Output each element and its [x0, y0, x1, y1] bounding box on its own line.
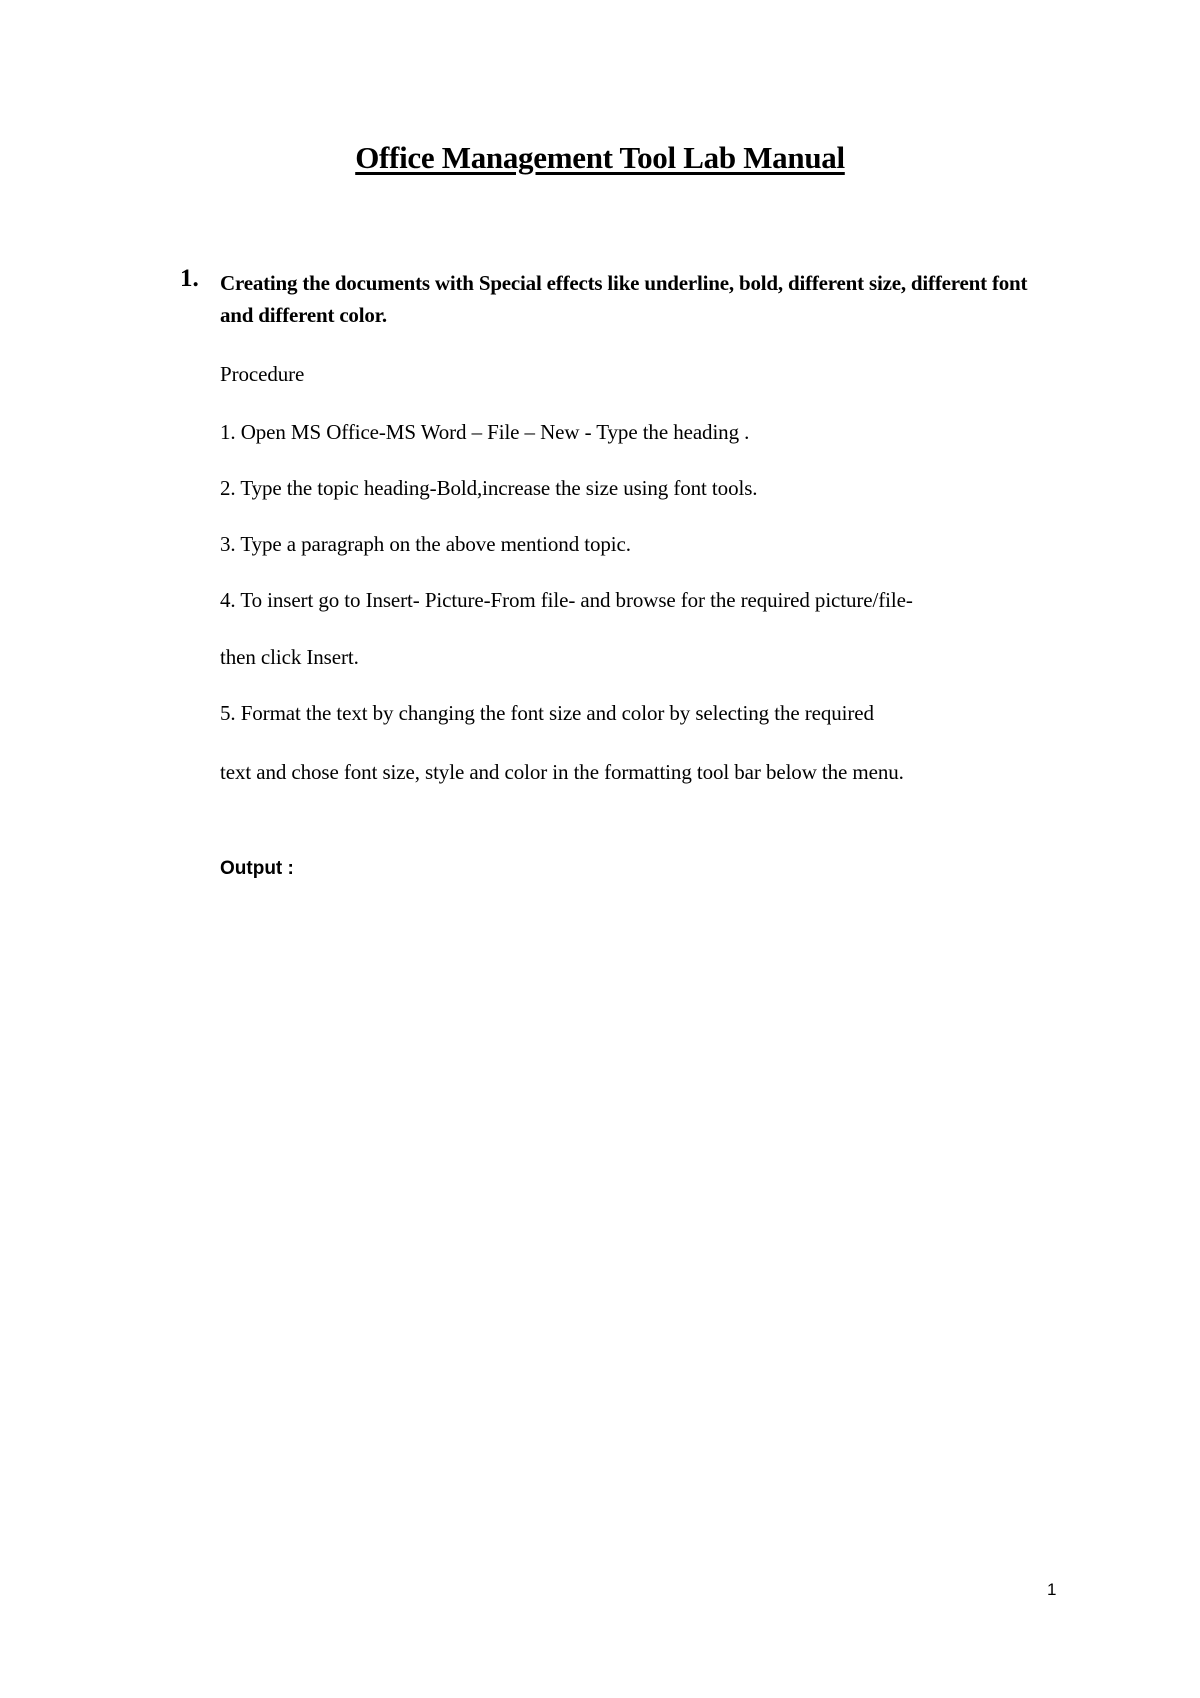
section-1: [180, 267, 1060, 331]
step-line-5: 5. Format the text by changing the font size and color by selecting the required: [220, 701, 874, 725]
step-line-3: 3. Type a paragraph on the above mentiond topic.: [220, 532, 631, 556]
step-line-4: 4. To insert go to Insert- Picture-From file- and browse for the required picture/file-: [220, 588, 913, 612]
section-heading: Creating the documents with Special effects like underline, bold, different size, different font and different color.: [220, 271, 1028, 327]
output-label: Output :: [220, 858, 294, 879]
procedure-label: Procedure: [220, 362, 305, 386]
section-number: 1.: [180, 265, 199, 292]
page-number: 1: [1047, 1580, 1057, 1599]
step-line-1: 1. Open MS Office-MS Word – File – New - Type the heading .: [220, 420, 750, 444]
document-title: Office Management Tool Lab Manual: [355, 140, 845, 175]
step-line-5-continued: text and chose font size, style and color in the formatting tool bar below the menu.: [220, 760, 904, 784]
step-line-2: 2. Type the topic heading-Bold,increase the size using font tools.: [220, 476, 758, 500]
step-line-4-continued: then click Insert.: [220, 645, 359, 669]
